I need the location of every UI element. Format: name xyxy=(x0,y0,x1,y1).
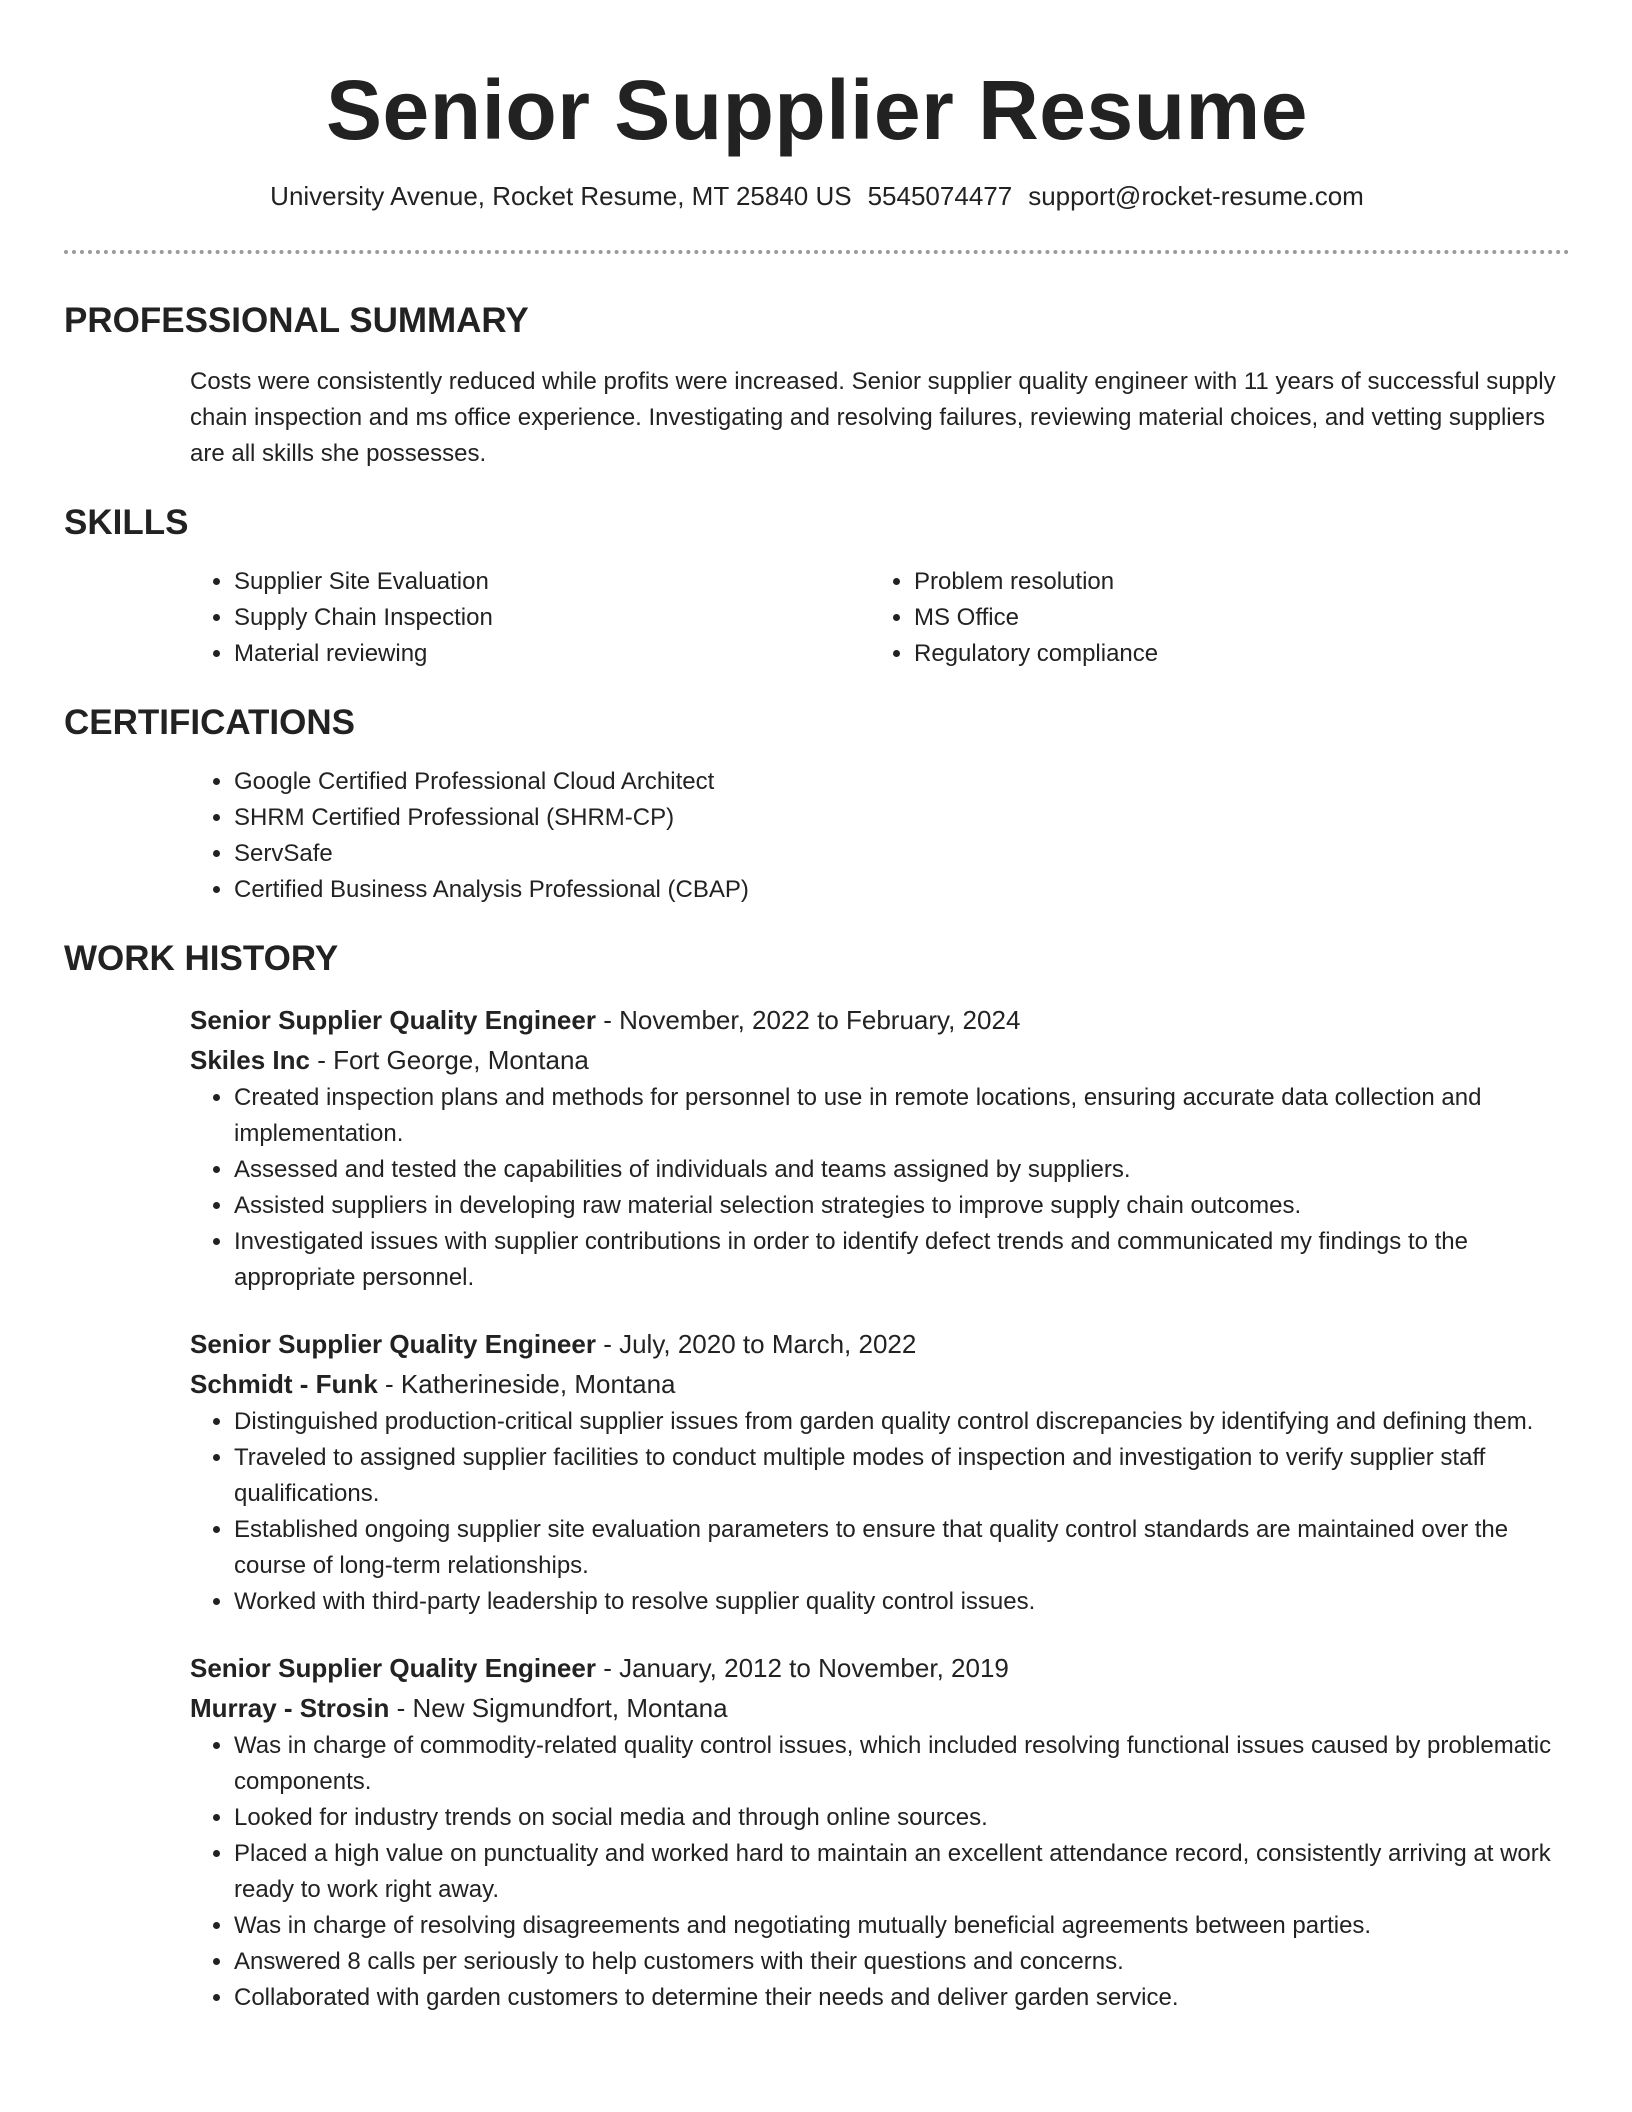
skills-right-column xyxy=(870,564,1550,672)
job-title-line xyxy=(190,1324,1570,1364)
skill-item: • Supply Chain Inspection xyxy=(234,600,870,636)
job-bullet: • Was in charge of commodity-related quality control issues, which included resolving functional issues caused by problematic components. xyxy=(234,1728,1570,1800)
job-dates: - July, 2020 to March, 2022 xyxy=(595,1328,917,1359)
job-bullet: • Placed a high value on punctuality and worked hard to maintain an excellent attendance record, consistently arriving at work ready to work right away. xyxy=(234,1836,1570,1908)
job-bullet: • Investigated issues with supplier contributions in order to identify defect trends and communicated my findings to the appropriate personnel. xyxy=(234,1224,1570,1296)
summary-heading: PROFESSIONAL SUMMARY xyxy=(64,300,529,340)
job-company-line xyxy=(190,1040,1570,1080)
resume-page xyxy=(64,0,1570,2016)
job-entry xyxy=(190,1000,1570,1296)
contact-email: support@rocket-resume.com xyxy=(1028,180,1364,211)
job-entry xyxy=(190,1648,1570,2016)
job-title-line xyxy=(190,1648,1570,1688)
certifications-section xyxy=(64,702,1570,908)
job-company: Murray - Strosin xyxy=(190,1692,390,1723)
contact-phone: 5545074477 xyxy=(867,180,1013,211)
job-bullet: • Distinguished production-critical supplier issues from garden quality control discrepancies by identifying and defining them. xyxy=(234,1404,1570,1440)
skills-left-column xyxy=(190,564,870,672)
certification-item: • Google Certified Professional Cloud Architect xyxy=(234,764,1570,800)
job-bullet: • Looked for industry trends on social media and through online sources. xyxy=(234,1800,1570,1836)
job-location: - Fort George, Montana xyxy=(309,1044,589,1075)
job-location: - New Sigmundfort, Montana xyxy=(389,1692,728,1723)
certification-item: • ServSafe xyxy=(234,836,1570,872)
work-history-heading: WORK HISTORY xyxy=(64,938,339,978)
job-bullet: • Collaborated with garden customers to determine their needs and deliver garden service. xyxy=(234,1980,1570,2016)
contact-address: University Avenue, Rocket Resume, MT 25840 US xyxy=(270,180,852,211)
certifications-body xyxy=(190,764,1570,908)
job-bullet: • Assessed and tested the capabilities of individuals and teams assigned by suppliers. xyxy=(234,1152,1570,1188)
header-divider xyxy=(64,250,1570,254)
job-company: Schmidt - Funk xyxy=(190,1368,378,1399)
skill-item: • Regulatory compliance xyxy=(914,636,1550,672)
summary-body xyxy=(190,364,1570,472)
summary-section xyxy=(64,300,1570,472)
skill-item: • Problem resolution xyxy=(914,564,1550,600)
skill-item: • Material reviewing xyxy=(234,636,870,672)
skill-item: • Supplier Site Evaluation xyxy=(234,564,870,600)
summary-text: Costs were consistently reduced while profits were increased. Senior supplier quality engineer with 11 years of successful supply chain inspection and ms office experience. Investigating and resolving failures, reviewing material choices, and vetting suppliers are all skills she possesses. xyxy=(190,367,1556,467)
job-role: Senior Supplier Quality Engineer xyxy=(190,1328,596,1359)
job-bullet: • Established ongoing supplier site evaluation parameters to ensure that quality control standards are maintained over the course of long-term relationships. xyxy=(234,1512,1570,1584)
job-bullet: • Was in charge of resolving disagreements and negotiating mutually beneficial agreements between parties. xyxy=(234,1908,1570,1944)
job-company-line xyxy=(190,1364,1570,1404)
job-bullet: • Created inspection plans and methods for personnel to use in remote locations, ensuring accurate data collection and implementation. xyxy=(234,1080,1570,1152)
job-title-line xyxy=(190,1000,1570,1040)
skill-item: • MS Office xyxy=(914,600,1550,636)
job-entry xyxy=(190,1324,1570,1620)
certification-item: • Certified Business Analysis Professional (CBAP) xyxy=(234,872,1570,908)
certification-item: • SHRM Certified Professional (SHRM-CP) xyxy=(234,800,1570,836)
work-history-section xyxy=(64,938,1570,2016)
job-location: - Katherineside, Montana xyxy=(377,1368,676,1399)
job-role: Senior Supplier Quality Engineer xyxy=(190,1004,596,1035)
job-dates: - January, 2012 to November, 2019 xyxy=(595,1652,1009,1683)
job-role: Senior Supplier Quality Engineer xyxy=(190,1652,596,1683)
resume-title: Senior Supplier Resume xyxy=(326,63,1308,157)
skills-section xyxy=(64,502,1570,672)
job-bullet: • Answered 8 calls per seriously to help customers with their questions and concerns. xyxy=(234,1944,1570,1980)
contact-line xyxy=(64,181,1570,212)
job-bullet: • Traveled to assigned supplier facilities to conduct multiple modes of inspection and investigation to verify supplier staff qualifications. xyxy=(234,1440,1570,1512)
job-company-line xyxy=(190,1688,1570,1728)
job-company: Skiles Inc xyxy=(190,1044,310,1075)
job-dates: - November, 2022 to February, 2024 xyxy=(595,1004,1021,1035)
skills-grid xyxy=(190,564,1570,672)
certifications-heading: CERTIFICATIONS xyxy=(64,702,356,742)
job-bullet: • Worked with third-party leadership to resolve supplier quality control issues. xyxy=(234,1584,1570,1620)
skills-heading: SKILLS xyxy=(64,502,189,542)
job-bullet: • Assisted suppliers in developing raw material selection strategies to improve supply chain outcomes. xyxy=(234,1188,1570,1224)
